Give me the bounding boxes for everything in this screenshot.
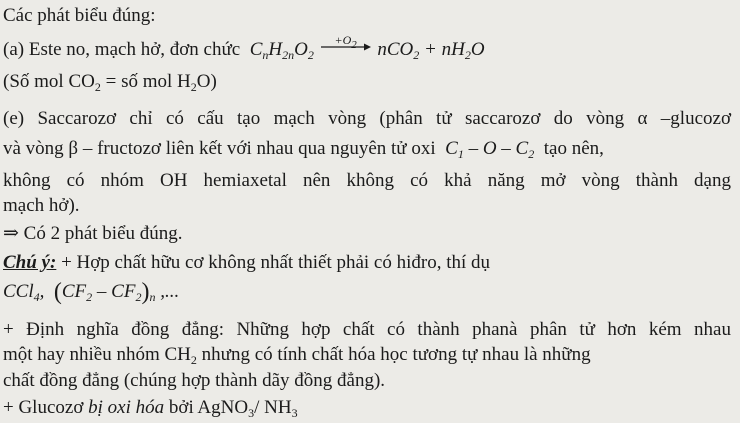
- line-statement-a: (a) Este no, mạch hở, đơn chức $C_nH_{2n}O_2$ $+O_2$ $nCO_2 + nH_2O$: [3, 33, 485, 62]
- line-hemiacetal: không có nhóm OH hemiaxetal nên không có khả năng mở vòng thành dạng: [3, 170, 731, 191]
- line-homolog-series: chất đồng đẳng (chúng hợp thành dãy đồng đẳng).: [3, 370, 386, 391]
- products-formula: $nCO_2 + nH_2O$: [377, 39, 485, 62]
- line-open-chain: mạch hở).: [3, 195, 80, 216]
- reaction-arrow-icon: $+O_2$: [321, 39, 371, 53]
- line-mol-equal: (Số mol $CO_2$ = số mol $H_2O$): [3, 71, 217, 94]
- example-formulas: CCl$_4$, $(CF_2 - CF_2)_n$ ,...: [3, 279, 180, 305]
- note-label: Chú ý:: [3, 252, 57, 273]
- line-fructose-bond: và vòng β – fructozơ liên kết với nhau qua nguyên tử oxi $C_1$ – O – $C_2$ tạo nên,: [3, 138, 604, 161]
- line-correct-statements: Các phát biểu đúng:: [3, 5, 156, 26]
- line-homolog-def: + Định nghĩa đồng đẳng: Những hợp chất có thành phanà phân tử hơn kém nhau: [3, 319, 731, 340]
- line-conclusion: ⇒ Có 2 phát biểu đúng.: [3, 223, 183, 244]
- bond-formula: $C_1$ – O – $C_2$: [440, 138, 535, 161]
- line-note: Chú ý: + Hợp chất hữu cơ không nhất thiết phải có hiđro, thí dụ: [3, 252, 491, 273]
- line-glucose-oxidation: + Glucozơ bị oxi hóa bởi AgNO$_3$/ $NH_3$: [3, 397, 298, 420]
- line-examples: [3, 280, 731, 304]
- line-statement-e: (e) Saccarozơ chỉ có cấu tạo mạch vòng (phân tử saccarozơ do vòng α –glucozơ: [3, 108, 731, 129]
- line-ch2-groups: một hay nhiều nhóm $CH_2$ nhưng có tính chất hóa học tương tự nhau là những: [3, 344, 591, 367]
- ester-formula: $C_nH_{2n}O_2$: [244, 39, 314, 62]
